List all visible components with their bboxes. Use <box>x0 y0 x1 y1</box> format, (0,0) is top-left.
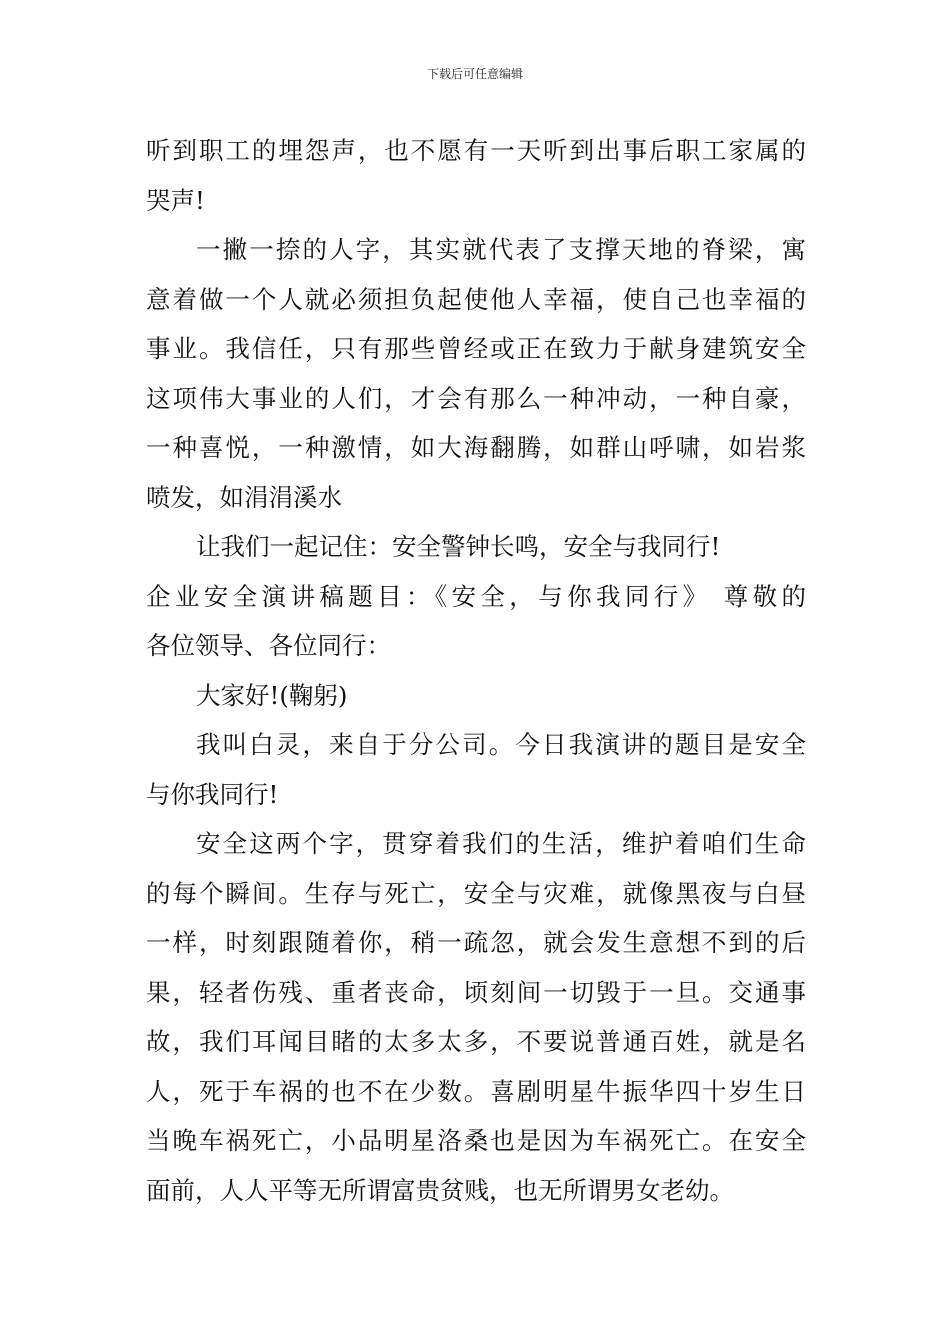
text-line: 各位领导、各位同行： <box>146 631 391 660</box>
text-line: 当晚车祸死亡，小品明星洛桑也是因为车祸死亡。在安全 <box>146 1126 806 1155</box>
text-line: 我叫白灵，来自于分公司。今日我演讲的题目是安全 <box>196 730 806 759</box>
text-line: 哭声! <box>146 185 205 215</box>
text-line: 面前，人人平等无所谓富贵贫贱，也无所谓男女老幼。 <box>146 1175 734 1205</box>
text-line: 一种喜悦，一种激情，如大海翻腾，如群山呼啸，如岩浆 <box>146 433 806 462</box>
text-line: 意着做一个人就必须担负起使他人幸福，使自己也幸福的 <box>146 284 806 314</box>
text-line: 故，我们耳闻目睹的太多太多，不要说普通百姓，就是名 <box>146 1027 806 1056</box>
text-line: 果，轻者伤残、重者丧命，顷刻间一切毁于一旦。交通事 <box>146 977 806 1007</box>
text-line: 一撇一捺的人字，其实就代表了支撑天地的脊梁，寓 <box>196 235 806 264</box>
page-header: 下载后可任意编辑 <box>426 67 523 81</box>
text-line: 事业。我信任，只有那些曾经或正在致力于献身建筑安全 <box>146 334 806 363</box>
text-line: 安全这两个字，贯穿着我们的生活，维护着咱们生命 <box>196 829 806 858</box>
text-line: 听到职工的埋怨声，也不愿有一天听到出事后职工家属的 <box>146 136 806 165</box>
text-line: 一样，时刻跟随着你，稍一疏忽，就会发生意想不到的后 <box>146 928 806 957</box>
text-line: 这项伟大事业的人们，才会有那么一种冲动，一种自豪， <box>146 383 806 413</box>
text-line: 的每个瞬间。生存与死亡，安全与灾难，就像黑夜与白昼 <box>146 878 806 908</box>
text-line: 企业安全演讲稿题目：《安全，与你我同行》 尊敬的 <box>146 581 806 611</box>
text-line: 喷发，如涓涓溪水 <box>146 482 342 512</box>
text-line: 大家好!(鞠躬) <box>196 680 348 710</box>
text-line: 与你我同行! <box>146 779 279 809</box>
text-line: 人，死于车祸的也不在少数。喜剧明星牛振华四十岁生日 <box>146 1076 806 1106</box>
text-line: 让我们一起记住：安全警钟长鸣，安全与我同行! <box>196 532 721 561</box>
document-body <box>146 126 806 1215</box>
